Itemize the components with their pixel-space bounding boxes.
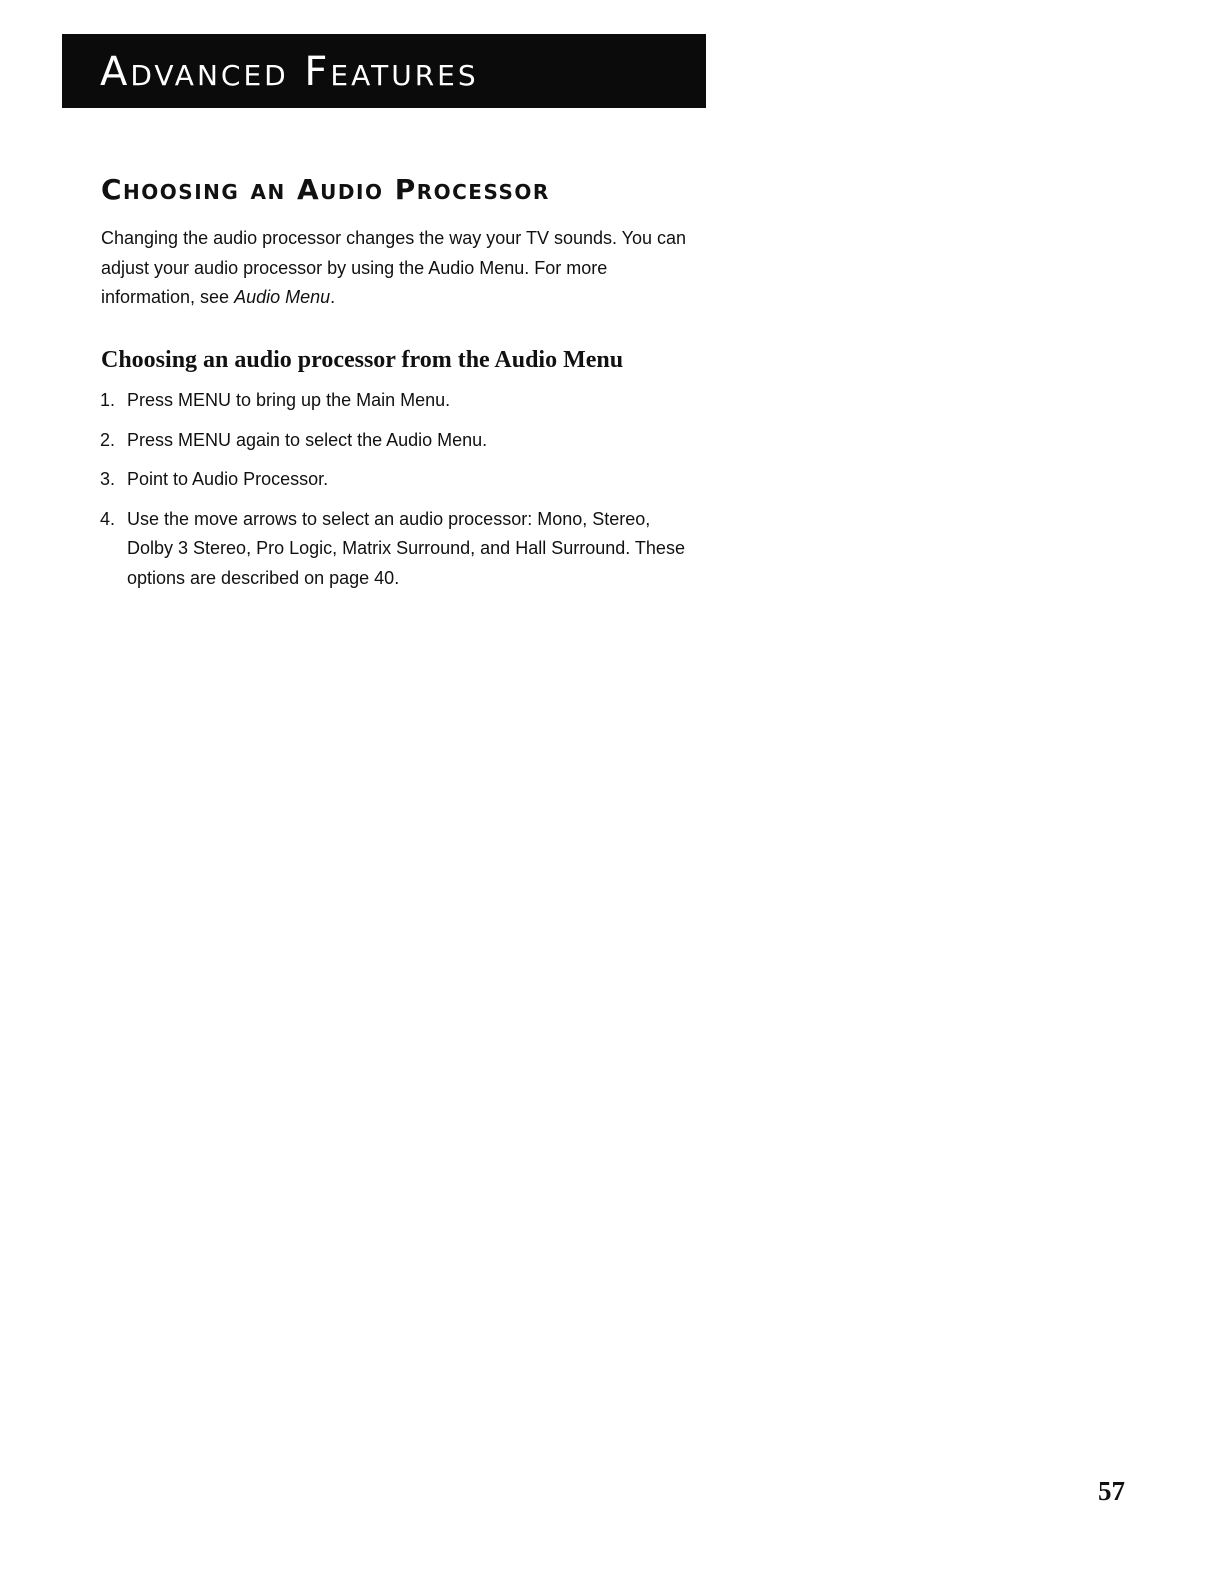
step-item: [100, 505, 700, 594]
step-text: Point to Audio Processor.: [127, 469, 329, 489]
header-band: [62, 34, 706, 108]
chapter-title: Advanced Features: [100, 49, 479, 95]
step-number: 1.: [100, 390, 116, 410]
step-number: 2.: [100, 429, 116, 450]
intro-paragraph: [101, 224, 701, 313]
intro-end: .: [330, 287, 336, 307]
step-text: Use the move arrows to select an audio processor: Mono, Stereo, Dolby 3 Stereo, Pro Logic, Matrix Surround, and Hall Surround. These options are described on page 40.: [127, 508, 685, 588]
step-item: [100, 465, 700, 495]
steps-list: [100, 386, 700, 603]
section-title: Choosing an Audio Processor: [101, 173, 550, 206]
audio-menu-reference: Audio Menu: [234, 287, 331, 307]
step-number: 3.: [100, 469, 116, 489]
step-text: Press MENU again to select the Audio Menu.: [127, 429, 488, 450]
step-text: Press MENU to bring up the Main Menu.: [127, 390, 451, 410]
intro-text: Changing the audio processor changes the way your TV sounds. You can adjust your audio processor by using the Audio Menu. For more information, see: [101, 228, 687, 307]
step-number: 4.: [100, 508, 116, 529]
step-item: [100, 426, 700, 456]
subsection-heading: Choosing an audio processor from the Audio Menu: [101, 347, 624, 373]
step-item: [100, 386, 700, 416]
page-number: 57: [1098, 1476, 1125, 1506]
